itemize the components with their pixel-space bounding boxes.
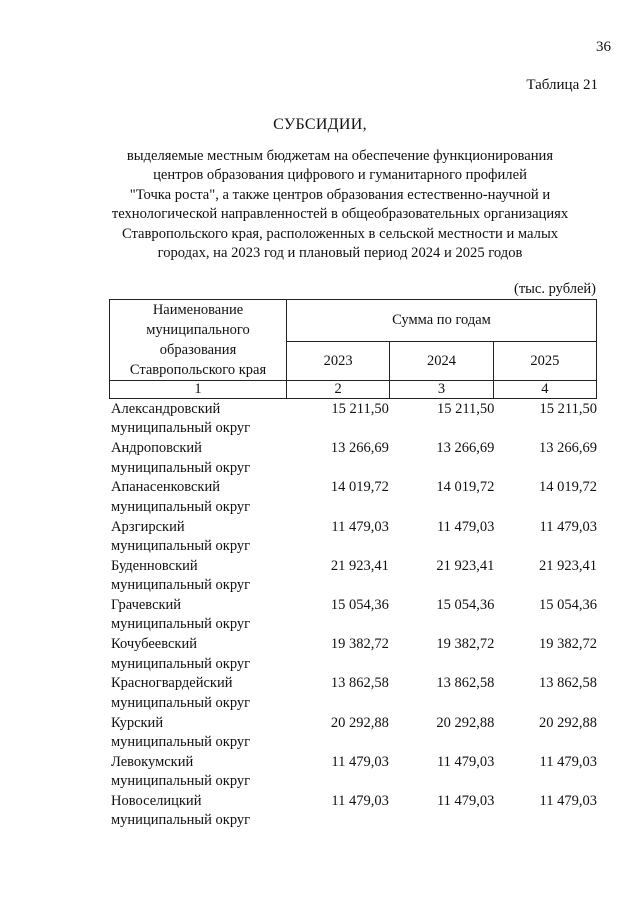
table-header	[109, 299, 597, 399]
subtitle-line: "Точка роста", а также центров образования естественно-научной и	[129, 186, 551, 203]
municipality-name-line: Левокумский	[111, 753, 194, 770]
amount-2025: 13 266,69	[539, 440, 597, 457]
amount-2023: 11 479,03	[331, 792, 389, 809]
table-row	[109, 714, 597, 753]
table-row	[109, 439, 597, 478]
municipality-name-line: Кочубеевский	[111, 636, 197, 653]
amount-2023: 20 292,88	[330, 714, 389, 731]
subtitle-line: городах, на 2023 год и плановый период 2024 и 2025 годов	[157, 245, 523, 262]
municipality-name-line: Арзгирский	[111, 518, 185, 535]
amount-2025: 11 479,03	[539, 792, 597, 809]
municipality-type-line: муниципальный округ	[111, 733, 251, 750]
column-number: 3	[390, 381, 493, 399]
amount-2023: 15 211,50	[331, 401, 389, 417]
column-header-name: Наименование муниципального образования Ставропольского края	[110, 300, 287, 381]
municipality-type-line: муниципальный округ	[111, 616, 251, 633]
municipality-type-line: муниципальный округ	[111, 498, 251, 515]
subtitle-line: выделяемые местным бюджетам на обеспечение функционирования	[126, 148, 554, 164]
municipality-name	[109, 439, 286, 478]
municipality-name	[109, 518, 286, 557]
municipality-name-line: Буденновский	[111, 557, 198, 574]
table-row	[109, 400, 597, 439]
amount-2024: 11 479,03	[436, 753, 495, 770]
municipality-type-line: муниципальный округ	[111, 537, 251, 554]
units-label: (тыс. рублей)	[514, 281, 596, 297]
amount-2024: 15 054,36	[436, 596, 495, 613]
municipality-type-line: муниципальный округ	[111, 812, 251, 829]
municipality-name	[109, 753, 286, 792]
amount-2025: 14 019,72	[539, 479, 597, 496]
column-number: 4	[493, 381, 596, 399]
table-row	[109, 518, 597, 557]
table-body	[109, 400, 597, 831]
municipality-type-line: муниципальный округ	[111, 655, 251, 672]
amount-2025: 21 923,41	[539, 557, 597, 574]
amount-2024: 13 266,69	[436, 440, 495, 457]
amount-2023: 15 054,36	[330, 596, 389, 613]
amount-2025: 15 211,50	[539, 401, 597, 417]
municipality-name-line: Курский	[111, 714, 164, 731]
table-label: Таблица 21	[526, 77, 598, 93]
amount-2024: 14 019,72	[436, 479, 495, 496]
amount-2023: 19 382,72	[330, 636, 389, 653]
document-subtitle	[110, 147, 570, 263]
amount-2024: 11 479,03	[436, 518, 495, 535]
municipality-name	[109, 635, 286, 674]
municipality-name	[109, 478, 286, 517]
table-row	[109, 674, 597, 713]
municipality-name-line: Новоселицкий	[111, 792, 202, 809]
municipality-type-line: муниципальный округ	[111, 694, 251, 711]
municipality-name-line: Александровский	[111, 401, 221, 417]
municipality-name	[109, 557, 286, 596]
amount-2025: 11 479,03	[539, 518, 597, 535]
subtitle-line: Ставропольского края, расположенных в сельской местности и малых	[121, 225, 559, 242]
amount-2025: 13 862,58	[539, 675, 597, 692]
table-row	[109, 753, 597, 792]
amount-2024: 20 292,88	[436, 714, 495, 731]
column-header-sum: Сумма по годам	[287, 300, 597, 342]
document-title: СУБСИДИИ,	[273, 116, 367, 133]
municipality-name	[109, 714, 286, 753]
amount-2025: 20 292,88	[539, 714, 597, 731]
municipality-type-line: муниципальный округ	[111, 773, 251, 790]
table-row	[109, 635, 597, 674]
column-header-year: 2024	[390, 342, 493, 381]
municipality-type-line: муниципальный округ	[111, 577, 251, 594]
column-number: 1	[110, 381, 287, 399]
column-number: 2	[287, 381, 390, 399]
amount-2023: 14 019,72	[330, 479, 389, 496]
column-header-year: 2023	[287, 342, 390, 381]
municipality-name-line: Андроповский	[111, 440, 202, 457]
table-row	[109, 596, 597, 635]
table-row	[109, 557, 597, 596]
amount-2023: 21 923,41	[330, 557, 389, 574]
municipality-type-line: муниципальный округ	[111, 459, 251, 476]
amount-2024: 13 862,58	[436, 675, 495, 692]
municipality-name-line: Красногвардейский	[111, 675, 233, 692]
table-row	[109, 792, 597, 831]
municipality-name	[109, 792, 286, 831]
amount-2024: 15 211,50	[436, 401, 495, 417]
subtitle-line: технологической направленностей в общеобразовательных организациях	[111, 206, 569, 223]
municipality-type-line: муниципальный округ	[111, 420, 251, 437]
amount-2023: 11 479,03	[331, 753, 389, 770]
amount-2025: 11 479,03	[539, 753, 597, 770]
amount-2025: 19 382,72	[539, 636, 597, 653]
municipality-name-line: Апанасенковский	[111, 479, 220, 496]
municipality-name	[109, 674, 286, 713]
amount-2023: 13 266,69	[330, 440, 389, 457]
amount-2024: 11 479,03	[436, 792, 495, 809]
table-row	[109, 478, 597, 517]
amount-2025: 15 054,36	[539, 596, 597, 613]
amount-2024: 19 382,72	[436, 636, 495, 653]
amount-2023: 11 479,03	[331, 518, 389, 535]
amount-2023: 13 862,58	[330, 675, 389, 692]
subtitle-line: центров образования цифрового и гуманитарного профилей	[153, 167, 527, 184]
municipality-name	[109, 400, 286, 439]
amount-2024: 21 923,41	[436, 557, 495, 574]
column-header-year: 2025	[493, 342, 596, 381]
municipality-name	[109, 596, 286, 635]
municipality-name-line: Грачевский	[111, 596, 182, 613]
page-number: 36	[596, 39, 611, 55]
